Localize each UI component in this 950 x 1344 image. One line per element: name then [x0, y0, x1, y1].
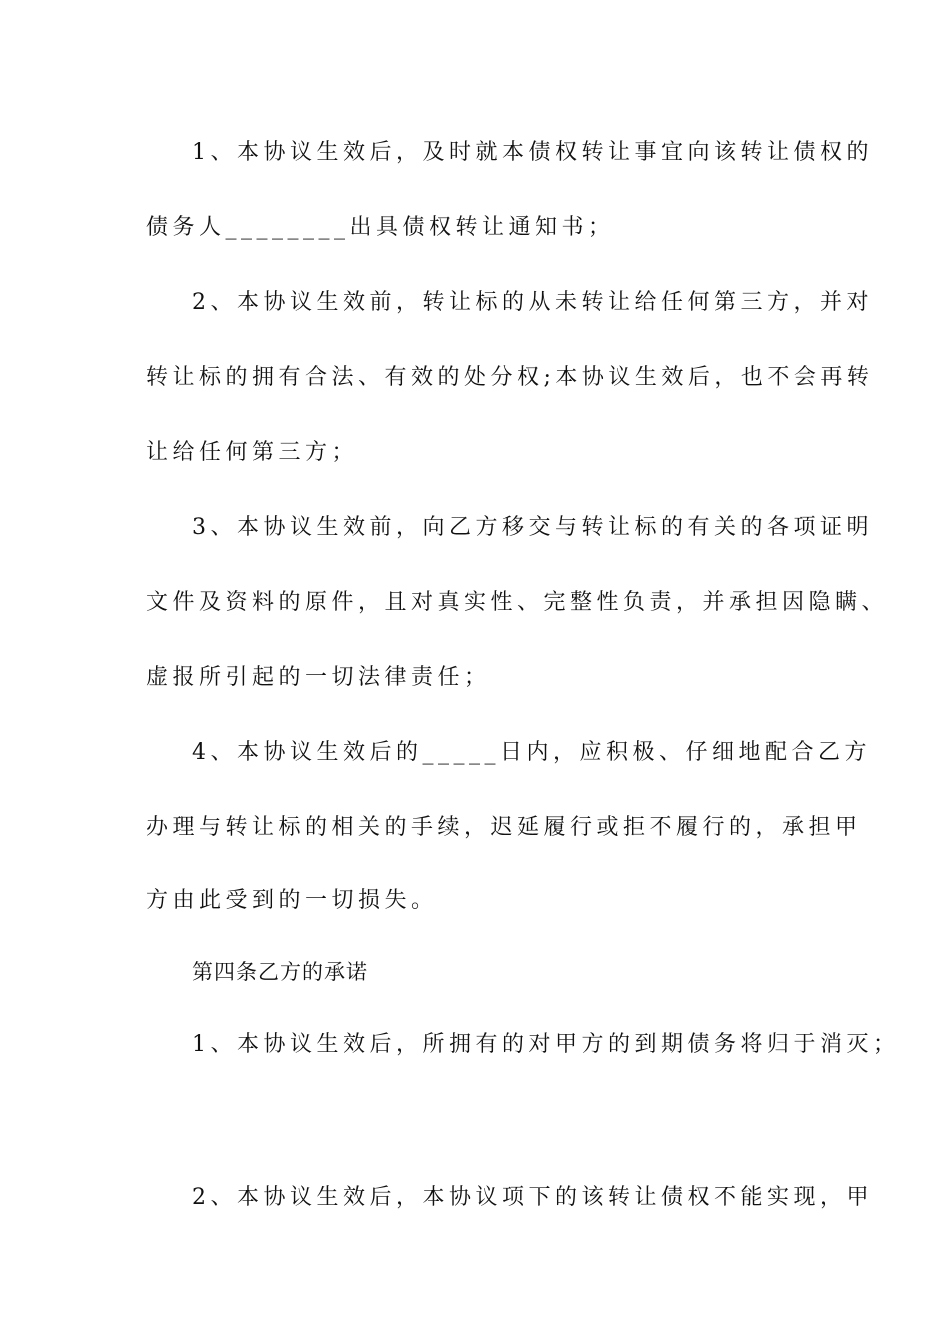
para-3-line-3: 虚报所引起的一切法律责任； [146, 665, 491, 690]
para-4-line-3: 方由此受到的一切损失。 [146, 888, 438, 913]
para-2-line-1: 2、本协议生效前，转让标的从未转让给任何第三方，并对 [192, 290, 873, 315]
para-1-line-1: 1、本协议生效后，及时就本债权转让事宜向该转让债权的 [192, 140, 873, 165]
section-heading-article-4: 第四条乙方的承诺 [192, 960, 368, 984]
para-2-line-3: 让给任何第三方； [146, 440, 359, 465]
para-4-line-2: 办理与转让标的相关的手续，迟延履行或拒不履行的，承担甲 [146, 815, 862, 840]
section-4-para-1: 1、本协议生效后，所拥有的对甲方的到期债务将归于消灭； [192, 1032, 900, 1057]
para-1-line-2: 债务人________出具债权转让通知书； [146, 215, 615, 240]
para-2-line-2: 转让标的拥有合法、有效的处分权;本协议生效后，也不会再转 [146, 365, 874, 390]
para-3-line-1: 3、本协议生效前，向乙方移交与转让标的有关的各项证明 [192, 515, 873, 540]
para-3-line-2: 文件及资料的原件，且对真实性、完整性负责，并承担因隐瞒、 [146, 590, 889, 615]
para-4-line-1: 4、本协议生效后的_____日内，应积极、仔细地配合乙方 [192, 740, 871, 765]
section-4-para-2-line-1: 2、本协议生效后，本协议项下的该转让债权不能实现，甲 [192, 1185, 873, 1210]
